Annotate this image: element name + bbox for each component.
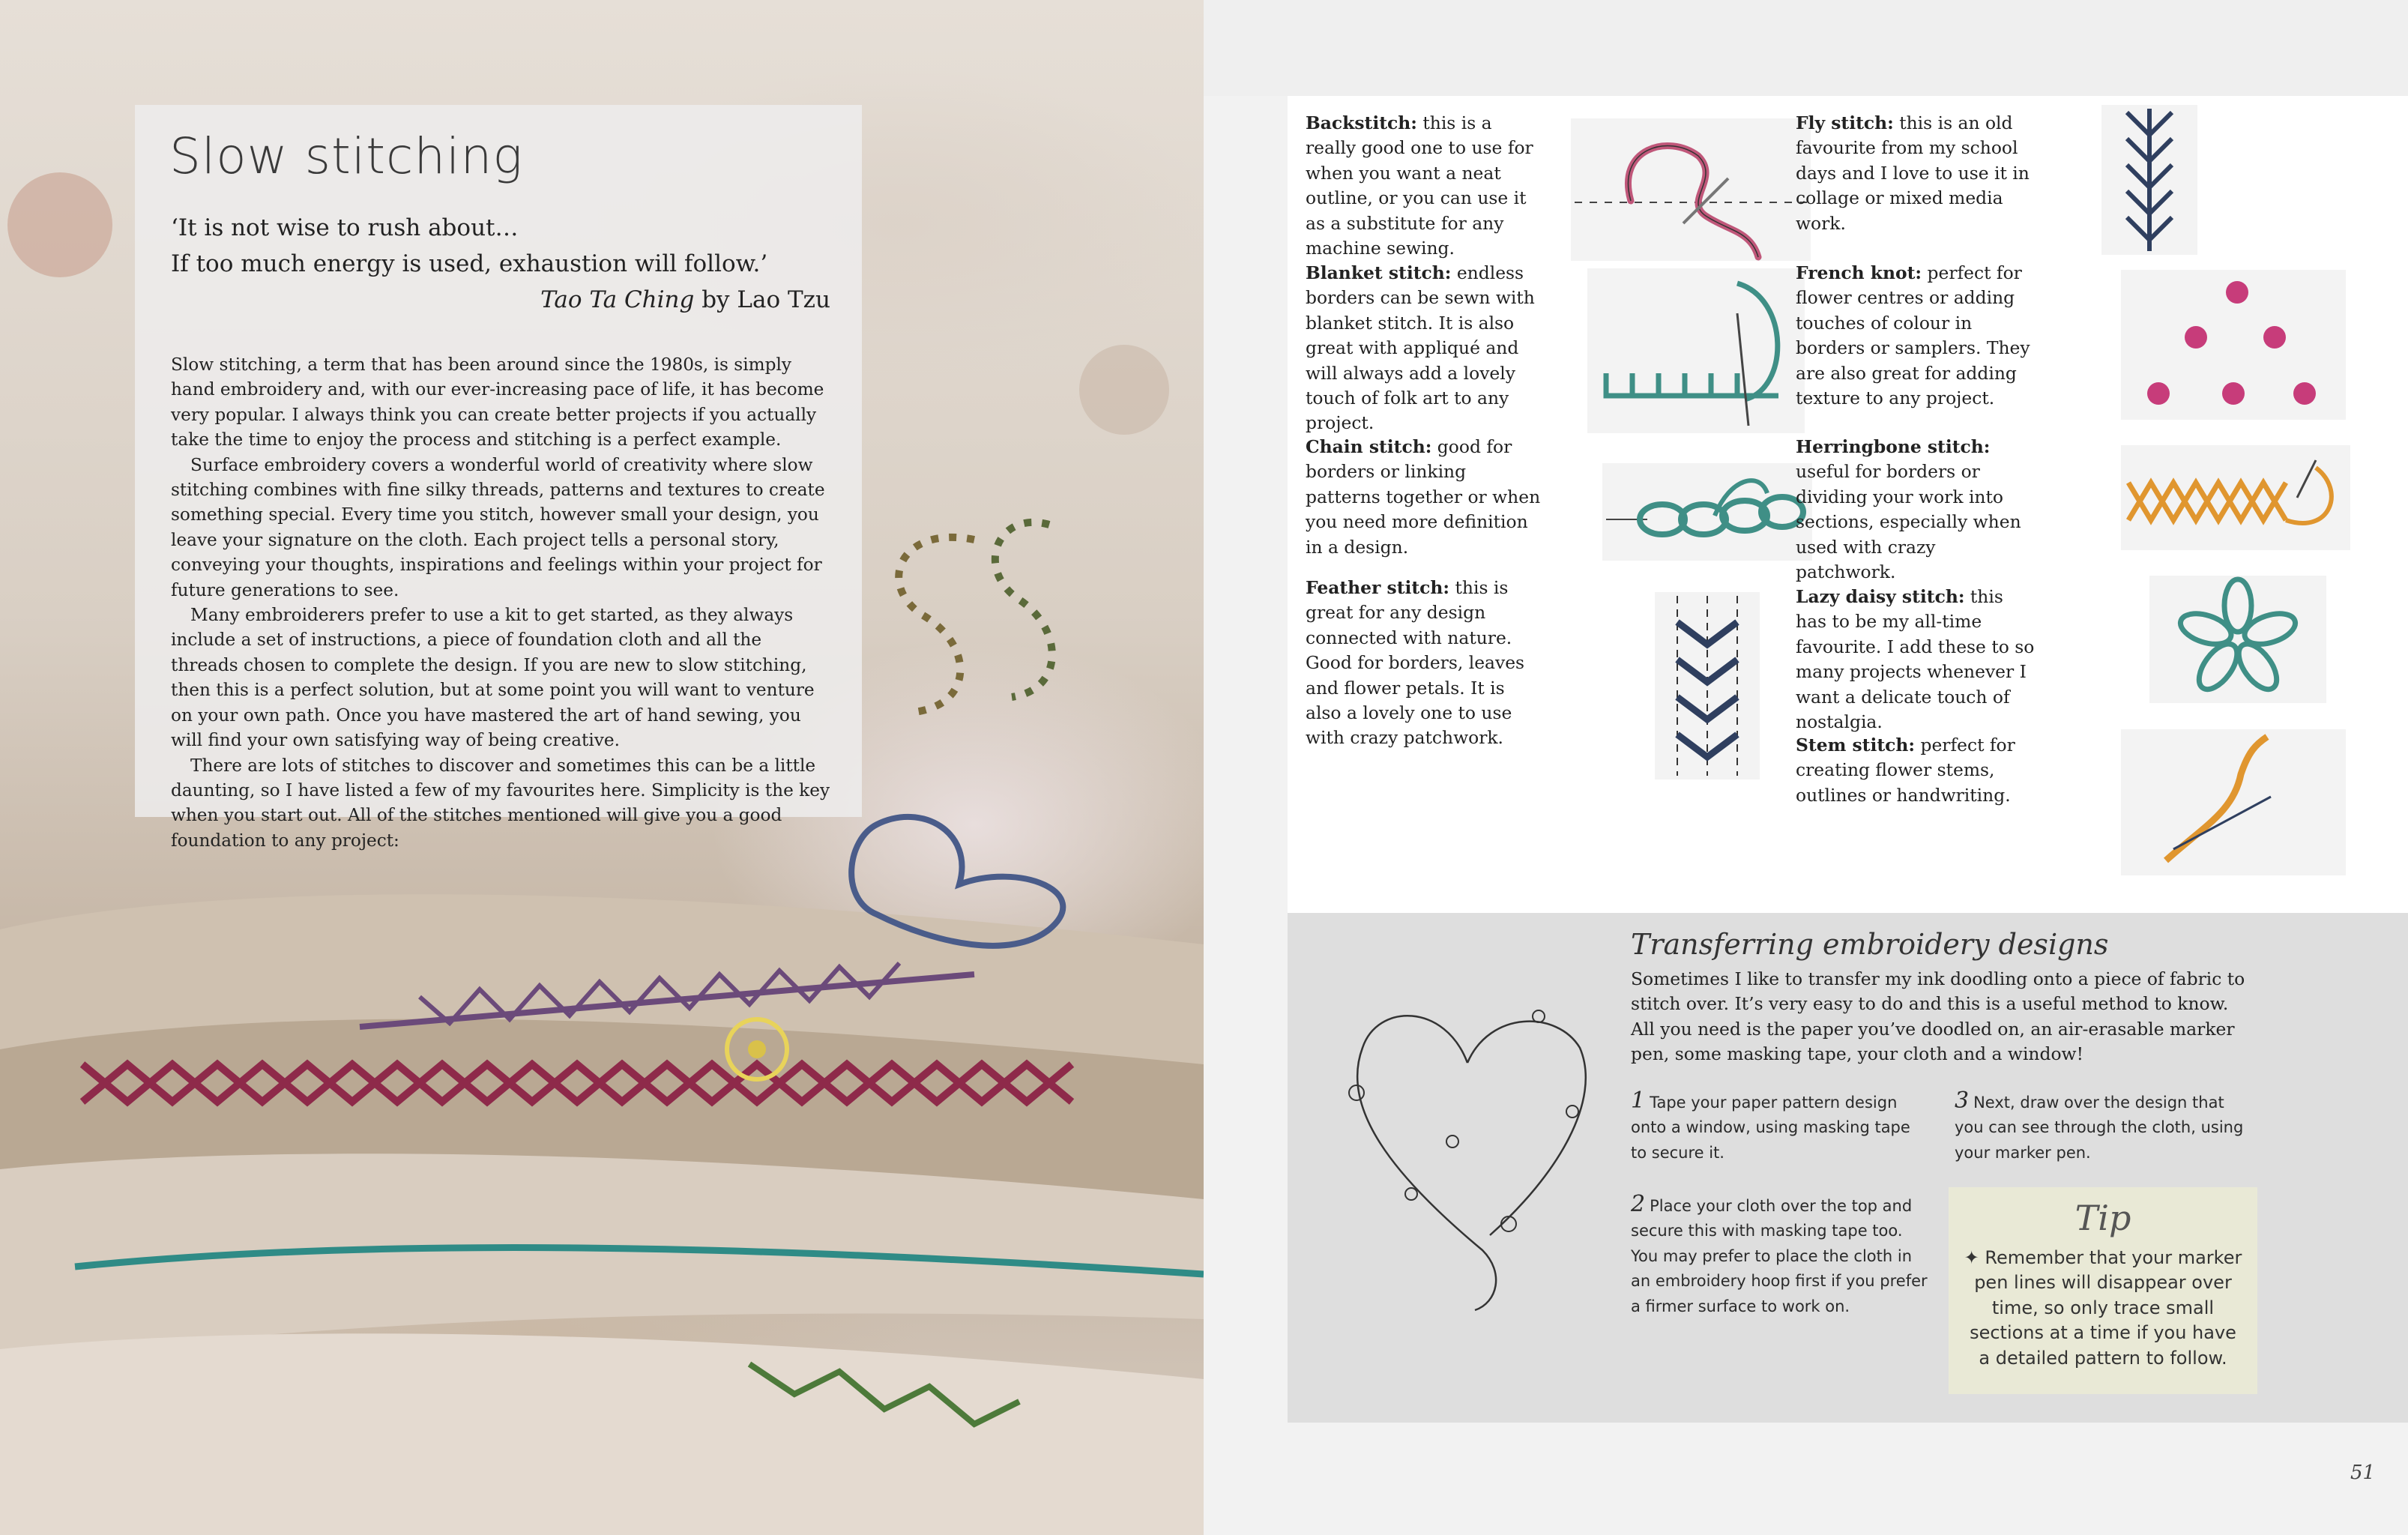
quote-attribution [171,282,830,318]
stitch-name: Backstitch: [1306,112,1417,133]
step-text: Tape your paper pattern design onto a window, using masking tape to secure it. [1631,1094,1910,1162]
blanket-stitch-icon [1587,268,1805,433]
step-number: 1 [1631,1088,1646,1114]
chain-stitch-illustration [1602,463,1812,561]
intro-paragraph: There are lots of stitches to discover and sometimes this can be a little daunting, so I have listed a few of my favourites here. Simplicity is the key when you start out. All of the stitches mentioned will give you a good foundation to any project: [171,755,830,851]
french-knot-illustration [2121,270,2346,420]
stitch-feather [1306,576,1545,751]
stitch-desc: perfect for creating flower stems, outlines or handwriting. [1796,735,2015,806]
stitch-french-knot [1796,261,2036,411]
herringbone-icon [2121,445,2350,550]
intro-text-box [135,105,862,851]
stitch-name: Herringbone stitch: [1796,436,1991,457]
heart-doodle-icon [1310,980,1625,1355]
french-knot-icon [2121,270,2346,420]
step-text: Place your cloth over the top and secure this with masking tape too. You may prefer to place the cloth in an embroidery hoop first if you prefer a firmer surface to work on. [1631,1197,1928,1315]
top-strip [1204,0,2408,96]
right-page [1204,0,2408,1535]
tip-text: ✦ Remember that your marker pen lines will disappear over time, so only trace small sections at a time if you have a detailed pattern to follow. [1964,1247,2242,1369]
chain-stitch-icon [1602,463,1812,561]
stitch-chain [1306,435,1545,560]
transfer-step-1 [1631,1088,1931,1165]
intro-body [171,352,830,853]
stitch-desc: useful for borders or dividing your work into sections, especially when used with crazy patchwork. [1796,461,2021,583]
intro-paragraph: Surface embroidery covers a wonderful world of creativity where slow stitching combines with fine silky threads, patterns and textures to create something special. Every time you stitch, however small your design, you leave your signature on the cloth. Each project tells a personal story, conveying your thoughts, inspirations and feelings within your project for future generations to see. [171,454,825,600]
stitch-desc: this is great for any design connected with nature. Good for borders, leaves and flower petals. It is also a lovely one to use with crazy patchwork. [1306,577,1525,749]
backstitch-icon [1571,118,1811,261]
stitch-desc: perfect for flower centres or adding touches of colour in borders or samplers. They are also great for adding texture to any project. [1796,262,2030,409]
transfer-section [1288,913,2408,1423]
intro-paragraph: Slow stitching, a term that has been around since the 1980s, is simply hand embroidery and, with our ever-increasing pace of life, it has become very popular. I always think you can create better projects if you actually take the time to enjoy the process and stitching is a perfect example. [171,355,824,450]
step-text: Next, draw over the design that you can see through the cloth, using your marker pen. [1955,1094,2244,1162]
quote-source: Tao Ta Ching [540,286,695,313]
feather-stitch-icon [1655,592,1760,779]
herringbone-illustration [2121,445,2350,550]
step-number: 2 [1631,1191,1646,1217]
stitch-name: Fly stitch: [1796,112,1894,133]
lazy-daisy-icon [2149,576,2326,703]
stitch-stem [1796,733,2036,808]
intro-paragraph: Many embroiderers prefer to use a kit to get started, as they always include a set of instructions, a piece of foundation cloth and all the threads chosen to complete the design. If you are new to slow stitching, then this is a perfect solution, but at some point you will want to venture on your own path. Once you have mastered the art of hand sewing, you will find your own satisfying way of being creative. [171,605,815,751]
stitch-backstitch [1306,111,1545,261]
stitch-desc: this has to be my all-time favourite. I add these to so many projects whenever I want a delicate touch of nostalgia. [1796,586,2035,733]
backstitch-illustration [1571,118,1811,261]
fly-stitch-illustration [2101,105,2197,255]
stitch-desc: this is a really good one to use for when you want a neat outline, or you can use it as a substitute for any machine sewing. [1306,112,1533,259]
stitch-name: French knot: [1796,262,1922,283]
stitch-name: Lazy daisy stitch: [1796,586,1965,607]
transfer-step-2 [1631,1192,1931,1319]
stitch-fly [1796,111,2036,236]
stitch-desc: this is an old favourite from my school days and I love to use it in collage or mixed media work. [1796,112,2030,234]
quote-author: by Lao Tzu [694,286,830,313]
stitch-desc: good for borders or linking patterns together or when you need more definition in a design. [1306,436,1541,558]
step-number: 3 [1955,1088,1970,1114]
stem-stitch-illustration [2121,729,2346,875]
quote-line-1: ‘It is not wise to rush about… [171,214,519,241]
stitch-guide-panel [1288,96,2408,913]
stitch-lazy-daisy [1796,585,2036,735]
feather-stitch-illustration [1655,592,1760,779]
page-number: 51 [2350,1462,2376,1484]
stem-stitch-icon [2121,729,2346,875]
fly-stitch-icon [2101,105,2197,255]
quote-line-2: If too much energy is used, exhaustion will follow.’ [171,250,768,277]
opening-quote [171,210,830,318]
stitch-name: Chain stitch: [1306,436,1432,457]
stitch-desc: endless borders can be sewn with blanket stitch. It is also great with appliqué and will always add a lovely touch of folk art to any project. [1306,262,1535,434]
stitch-blanket [1306,261,1545,436]
blanket-stitch-illustration [1587,268,1805,433]
transfer-step-3 [1955,1088,2254,1165]
tip-box [1949,1187,2257,1394]
page-title: Slow stitching [169,127,523,185]
lazy-daisy-illustration [2149,576,2326,703]
tip-title: Tip [2074,1198,2131,1238]
transfer-title: Transferring embroidery designs [1631,928,2109,961]
stitch-name: Blanket stitch: [1306,262,1452,283]
stitch-name: Feather stitch: [1306,577,1450,598]
transfer-intro: Sometimes I like to transfer my ink doodling onto a piece of fabric to stitch over. It’s very easy to do and this is a useful method to know. All you need is the paper you’ve doodled on, an air-erasable marker pen, some masking tape, your cloth and a window! [1631,968,2245,1065]
stitch-herringbone [1796,435,2036,585]
stitch-name: Stem stitch: [1796,735,1916,756]
